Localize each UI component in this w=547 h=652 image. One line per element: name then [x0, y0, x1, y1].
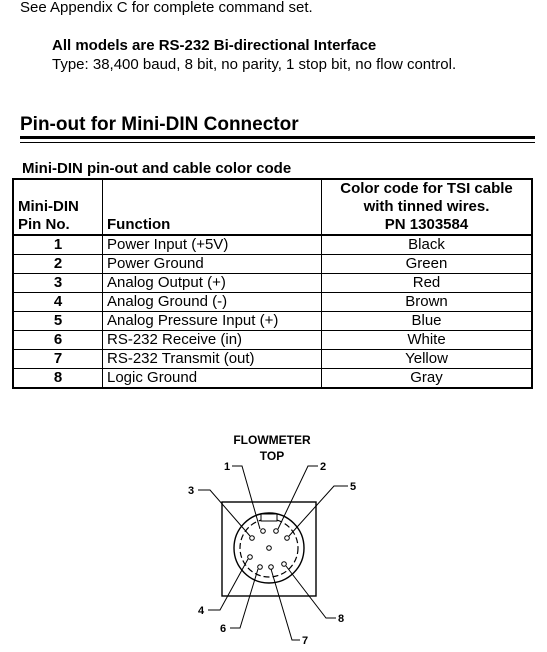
table-row — [13, 369, 532, 389]
heading-rule-thick — [20, 136, 535, 139]
pin-label-6: 6 — [220, 623, 227, 635]
table-header-row — [13, 179, 532, 235]
table-row — [13, 331, 532, 350]
cell-color: Red — [322, 274, 533, 293]
table-row — [13, 235, 532, 255]
cell-color: Yellow — [322, 350, 533, 369]
diagram-title-line2: TOP — [259, 449, 285, 463]
table-row — [13, 350, 532, 369]
cell-function: Logic Ground — [103, 369, 322, 389]
cell-pin: 3 — [13, 274, 103, 293]
table-row — [13, 274, 532, 293]
cell-pin: 7 — [13, 350, 103, 369]
cell-function: Analog Pressure Input (+) — [103, 312, 322, 331]
header-function-label: Function — [107, 216, 171, 233]
header-color-line3: PN 1303584 — [384, 216, 469, 233]
pin-label-5: 5 — [350, 481, 357, 493]
header-color-line1: Color code for TSI cable — [340, 180, 513, 197]
cell-pin: 8 — [13, 369, 103, 389]
table-row — [13, 312, 532, 331]
pin-leader-lines — [198, 466, 348, 640]
header-function — [103, 179, 322, 235]
cell-pin: 5 — [13, 312, 103, 331]
pin-center — [267, 546, 272, 551]
pin-label-3: 3 — [188, 485, 195, 497]
cell-pin: 2 — [13, 255, 103, 274]
diagram-title-line1: FLOWMETER — [233, 433, 311, 447]
cell-function: Analog Output (+) — [103, 274, 322, 293]
cell-pin: 4 — [13, 293, 103, 312]
intro-text: See Appendix C for complete command set. — [20, 0, 313, 16]
pin-4 — [248, 555, 253, 560]
pin-6 — [258, 565, 263, 570]
table-row — [13, 293, 532, 312]
pin-2 — [274, 529, 279, 534]
cell-function: RS-232 Receive (in) — [103, 331, 322, 350]
interface-title: All models are RS-232 Bi-directional Interface — [52, 37, 377, 54]
header-pin-line1: Mini-DIN — [18, 198, 79, 215]
cell-function: RS-232 Transmit (out) — [103, 350, 322, 369]
pin-8 — [282, 562, 287, 567]
header-pin-line2: Pin No. — [18, 216, 70, 233]
cell-pin: 6 — [13, 331, 103, 350]
cell-pin: 1 — [13, 235, 103, 255]
table-row — [13, 255, 532, 274]
pin-label-4: 4 — [198, 605, 205, 617]
interface-type: Type: 38,400 baud, 8 bit, no parity, 1 stop bit, no flow control. — [52, 56, 457, 73]
cell-function: Power Ground — [103, 255, 322, 274]
table-caption: Mini-DIN pin-out and cable color code — [22, 160, 292, 177]
pin-3 — [250, 536, 255, 541]
mini-din-connector-diagram — [180, 430, 370, 652]
section-heading: Pin-out for Mini-DIN Connector — [20, 114, 299, 135]
header-color-line2: with tinned wires. — [363, 198, 490, 215]
cell-color: Black — [322, 235, 533, 255]
pin-label-2: 2 — [320, 461, 327, 473]
pin-7 — [269, 565, 274, 570]
connector-pins — [248, 529, 290, 570]
pinout-table — [12, 178, 533, 389]
cell-color: White — [322, 331, 533, 350]
connector-key — [261, 514, 277, 521]
cell-color: Gray — [322, 369, 533, 389]
pin-label-8: 8 — [338, 613, 345, 625]
cell-function: Power Input (+5V) — [103, 235, 322, 255]
cell-color: Green — [322, 255, 533, 274]
heading-rule-thin — [20, 142, 535, 143]
header-color — [322, 179, 533, 235]
header-pin — [13, 179, 103, 235]
pin-label-1: 1 — [224, 461, 231, 473]
cell-color: Blue — [322, 312, 533, 331]
cell-color: Brown — [322, 293, 533, 312]
pin-5 — [285, 536, 290, 541]
pin-label-7: 7 — [302, 635, 309, 647]
pin-1 — [261, 529, 266, 534]
cell-function: Analog Ground (-) — [103, 293, 322, 312]
